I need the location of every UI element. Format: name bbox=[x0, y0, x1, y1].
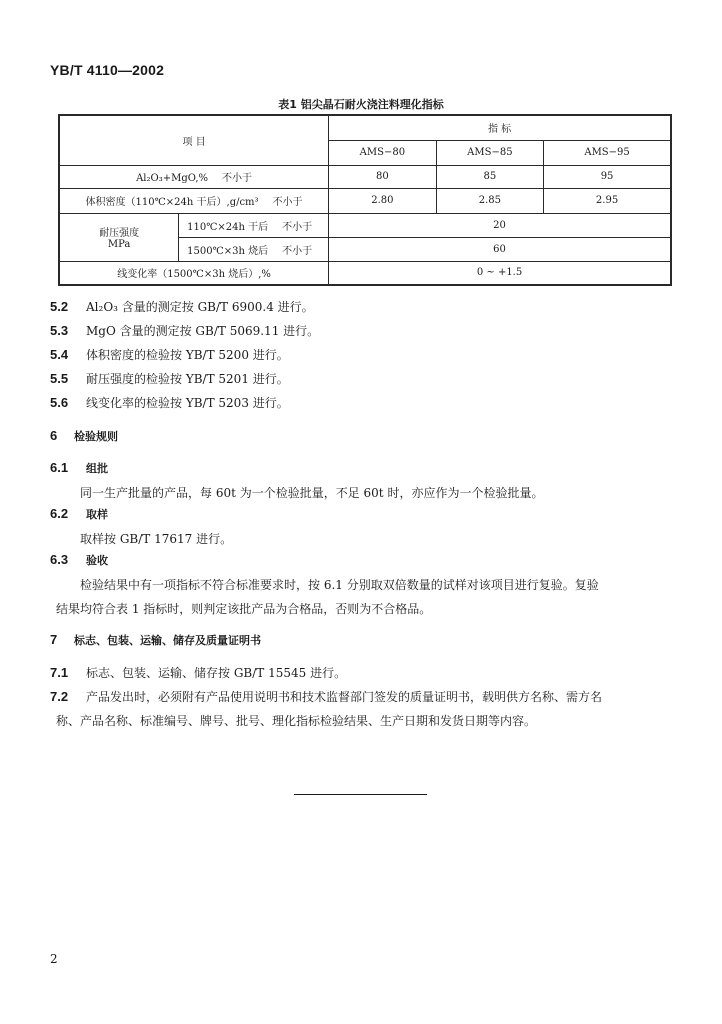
row-label bbox=[59, 188, 329, 213]
clause-5-4 bbox=[50, 346, 289, 363]
clause-number: 5.3 bbox=[50, 323, 69, 338]
clause-5-6 bbox=[50, 394, 289, 411]
paragraph-6-3-line2: 结果均符合表 1 指标时，则判定该批产品为合格品，否则为不合格品。 bbox=[56, 602, 432, 616]
grade-ams85: AMS−85 bbox=[436, 140, 544, 165]
clause-text: Al₂O₃ 含量的测定按 GB/T 6900.4 进行。 bbox=[86, 300, 314, 314]
clause-6-3 bbox=[50, 552, 108, 568]
row-condition: 不小于 bbox=[282, 245, 313, 257]
paragraph-6-1: 同一生产批量的产品，每 60t 为一个检验批量，不足 60t 时，亦应作为一个检验批量。 bbox=[80, 486, 544, 500]
clause-text: 标志、包装、运输、储存按 GB/T 15545 进行。 bbox=[86, 666, 347, 680]
clause-6-1 bbox=[50, 460, 108, 476]
clause-text: MgO 含量的测定按 GB/T 5069.11 进行。 bbox=[86, 324, 320, 338]
clause-number: 5.4 bbox=[50, 347, 69, 362]
clause-number: 6.2 bbox=[50, 506, 69, 521]
cell-value: 2.80 bbox=[329, 188, 437, 213]
standard-code: YB/T 4110—2002 bbox=[50, 62, 165, 78]
row-condition: 不小于 bbox=[272, 197, 303, 208]
row-condition: 不小于 bbox=[282, 221, 313, 233]
grade-ams80: AMS−80 bbox=[329, 140, 437, 165]
group-label-line2: MPa bbox=[107, 239, 131, 250]
clause-text: 线变化率的检验按 YB/T 5203 进行。 bbox=[86, 396, 289, 410]
properties-table bbox=[58, 114, 672, 286]
sub-label bbox=[179, 237, 329, 261]
cell-value: 0 ~ +1.5 bbox=[329, 261, 671, 285]
clause-5-3 bbox=[50, 322, 319, 339]
cell-value: 95 bbox=[544, 165, 671, 188]
compressive-strength-label bbox=[59, 213, 179, 261]
cell-value: 20 bbox=[329, 213, 671, 237]
clause-title: 组批 bbox=[86, 462, 108, 475]
section-6-heading bbox=[50, 428, 118, 444]
row-label-text: 体积密度（110℃×24h 干后）,g/cm³ bbox=[85, 197, 259, 208]
cell-value: 80 bbox=[329, 165, 437, 188]
table-row bbox=[59, 213, 671, 237]
clause-number: 5.5 bbox=[50, 371, 69, 386]
cell-value: 2.95 bbox=[544, 188, 671, 213]
item-header: 项 目 bbox=[59, 115, 329, 165]
index-header: 指 标 bbox=[329, 115, 671, 140]
section-number: 6 bbox=[50, 428, 58, 443]
sub-label-text: 1500℃×3h 烧后 bbox=[187, 245, 269, 257]
table-row bbox=[59, 165, 671, 188]
cell-value: 2.85 bbox=[436, 188, 544, 213]
section-7-heading bbox=[50, 632, 261, 648]
row-label-text: Al₂O₃+MgO,% bbox=[136, 173, 209, 184]
row-condition: 不小于 bbox=[222, 173, 253, 184]
cell-value: 85 bbox=[436, 165, 544, 188]
section-title: 标志、包装、运输、储存及质量证明书 bbox=[74, 634, 261, 647]
clause-title: 取样 bbox=[86, 508, 108, 521]
clause-7-1 bbox=[50, 664, 346, 681]
clause-number: 7.1 bbox=[50, 665, 69, 680]
sub-label bbox=[179, 213, 329, 237]
clause-number: 5.6 bbox=[50, 395, 69, 410]
clause-number: 6.3 bbox=[50, 552, 69, 567]
page-number: 2 bbox=[50, 952, 58, 966]
clause-6-2 bbox=[50, 506, 108, 522]
row-label: 线变化率（1500℃×3h 烧后）,% bbox=[59, 261, 329, 285]
table-header-row bbox=[59, 115, 671, 140]
clause-text: 耐压强度的检验按 YB/T 5201 进行。 bbox=[86, 372, 289, 386]
clause-text: 产品发出时，必须附有产品使用说明书和技术监督部门签发的质量证明书，载明供方名称、需方名 bbox=[86, 690, 603, 704]
table-caption: 表1 铝尖晶石耐火浇注料理化指标 bbox=[278, 98, 444, 111]
clause-number: 5.2 bbox=[50, 299, 69, 314]
clause-text: 体积密度的检验按 YB/T 5200 进行。 bbox=[86, 348, 289, 362]
group-label-line1: 耐压强度 bbox=[99, 228, 140, 239]
clause-title: 验收 bbox=[86, 554, 108, 567]
clause-5-2 bbox=[50, 298, 314, 315]
section-number: 7 bbox=[50, 632, 58, 647]
sub-label-text: 110℃×24h 干后 bbox=[187, 221, 269, 233]
row-label bbox=[59, 165, 329, 188]
clause-5-5 bbox=[50, 370, 289, 387]
grade-ams95: AMS−95 bbox=[544, 140, 671, 165]
end-rule bbox=[294, 794, 427, 795]
cell-value: 60 bbox=[329, 237, 671, 261]
clause-number: 7.2 bbox=[50, 689, 69, 704]
clause-number: 6.1 bbox=[50, 460, 69, 475]
paragraph-7-2-line2: 称、产品名称、标准编号、牌号、批号、理化指标检验结果、生产日期和发货日期等内容。 bbox=[56, 714, 537, 728]
clause-7-2 bbox=[50, 688, 602, 705]
paragraph-6-3-line1: 检验结果中有一项指标不符合标准要求时，按 6.1 分别取双倍数量的试样对该项目进行复验。复验 bbox=[80, 578, 599, 592]
table-row bbox=[59, 188, 671, 213]
table-row bbox=[59, 261, 671, 285]
section-title: 检验规则 bbox=[74, 430, 118, 443]
paragraph-6-2: 取样按 GB/T 17617 进行。 bbox=[80, 532, 233, 546]
